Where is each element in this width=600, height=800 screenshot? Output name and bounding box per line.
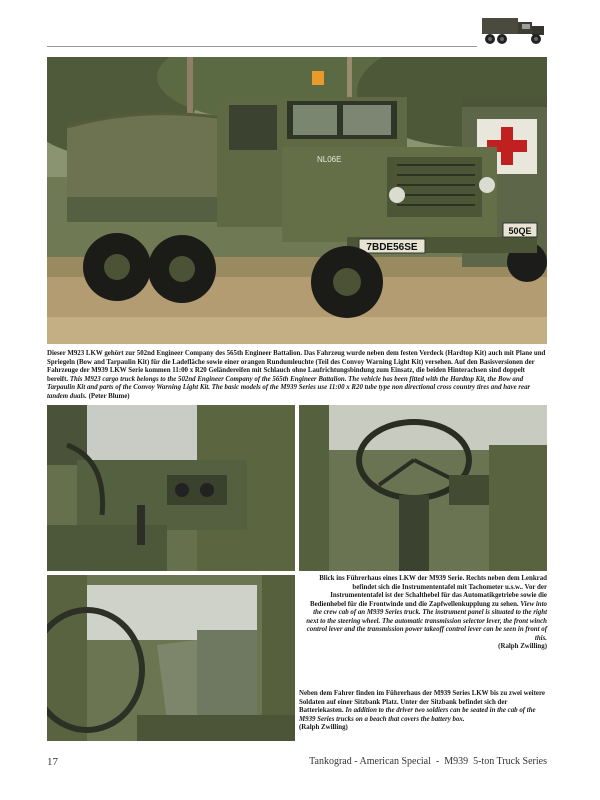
running-footer: Tankograd - American Special - M939 5-ton Truck Series <box>309 756 547 767</box>
truck-photo <box>47 57 547 344</box>
main-caption-english: This M923 cargo truck belongs to the 502nd Engineer Company of the 565th Engineer Battalion. The vehicle has been fitted with the Hardtop Kit, the Bow and Tarpaulin Kit and parts of the Convoy Warning Light Kit. The basic models of the M939 Series use 11:00 x R20 tube type non directional cross country tires and have rear tandem duals. <box>47 375 531 400</box>
seats-caption-german: Neben dem Fahrer finden im Führerhaus der M939 Series LKW bis zu zwei weitere Soldaten auf einer Sitzbank Platz. Unter der Sitzbank befindet sich der Batteriekasten. <box>299 690 545 714</box>
cab-seats-photo <box>47 575 295 741</box>
main-caption <box>47 350 547 401</box>
cab-caption-english: View into the crew cab of an M939 Series truck. The instrument panel is situated to the right next to the steering wheel. The automatic transmission selector lever, the front winch control lever and the transmission power takeoff control lever can be seen in front of this. <box>306 600 547 642</box>
cab-caption <box>300 575 547 652</box>
seats-caption-english: In addition to the driver two soldiers can be seated in the cab of the M939 Series trucks on a beach that covers the battery box. <box>299 707 536 723</box>
main-caption-german: Dieser M923 LKW gehört zur 502nd Engineer Company des 565th Engineer Battalion. Das Fahrzeug wurde neben dem festen Verdeck (Hardtop Kit) auch mit Plane und Spriegeln (Bow and Tarpaulin Kit) für die Ladefläche sowie einer orangen Rundumleuchte (Teil des Convoy Warning Light Kit) versehen. Auf den Basisversionen der Fahrzeuge der M939 LKW Serie kommen 11:00 x R20 Geländereifen mit Schlauch ohne Laufrichtungsbindung zum Einsatz, die beiden Hinterachsen sind doppelt bereift. <box>47 350 546 383</box>
main-caption-credit: (Peter Blume) <box>88 392 130 400</box>
front-plate: 7BDE56SE <box>366 242 418 253</box>
seats-caption <box>299 690 547 733</box>
cab-caption-credit: (Ralph Zwilling) <box>498 643 547 650</box>
side-plate: 50QE <box>508 226 532 236</box>
page-number: 17 <box>47 756 58 768</box>
header-rule <box>47 46 477 47</box>
truck-icon <box>478 8 548 50</box>
cab-instrument-photo <box>47 405 295 571</box>
cab-caption-german: Blick ins Führerhaus eines LKW der M939 Serie. Rechts neben dem Lenkrad befindet sich die Instrumententafel mit Tachometer u.s.w.. Vor der Instrumententafel ist der Schalthebel für das Automatikgetriebe sowie die Bedienhebel für die Frontwinde und die Zapfwellenkupplung zu sehen. <box>310 575 547 608</box>
seats-caption-credit: (Ralph Zwilling) <box>299 724 348 731</box>
hood-marking: NL06E <box>317 155 342 164</box>
steering-wheel-photo <box>299 405 547 571</box>
